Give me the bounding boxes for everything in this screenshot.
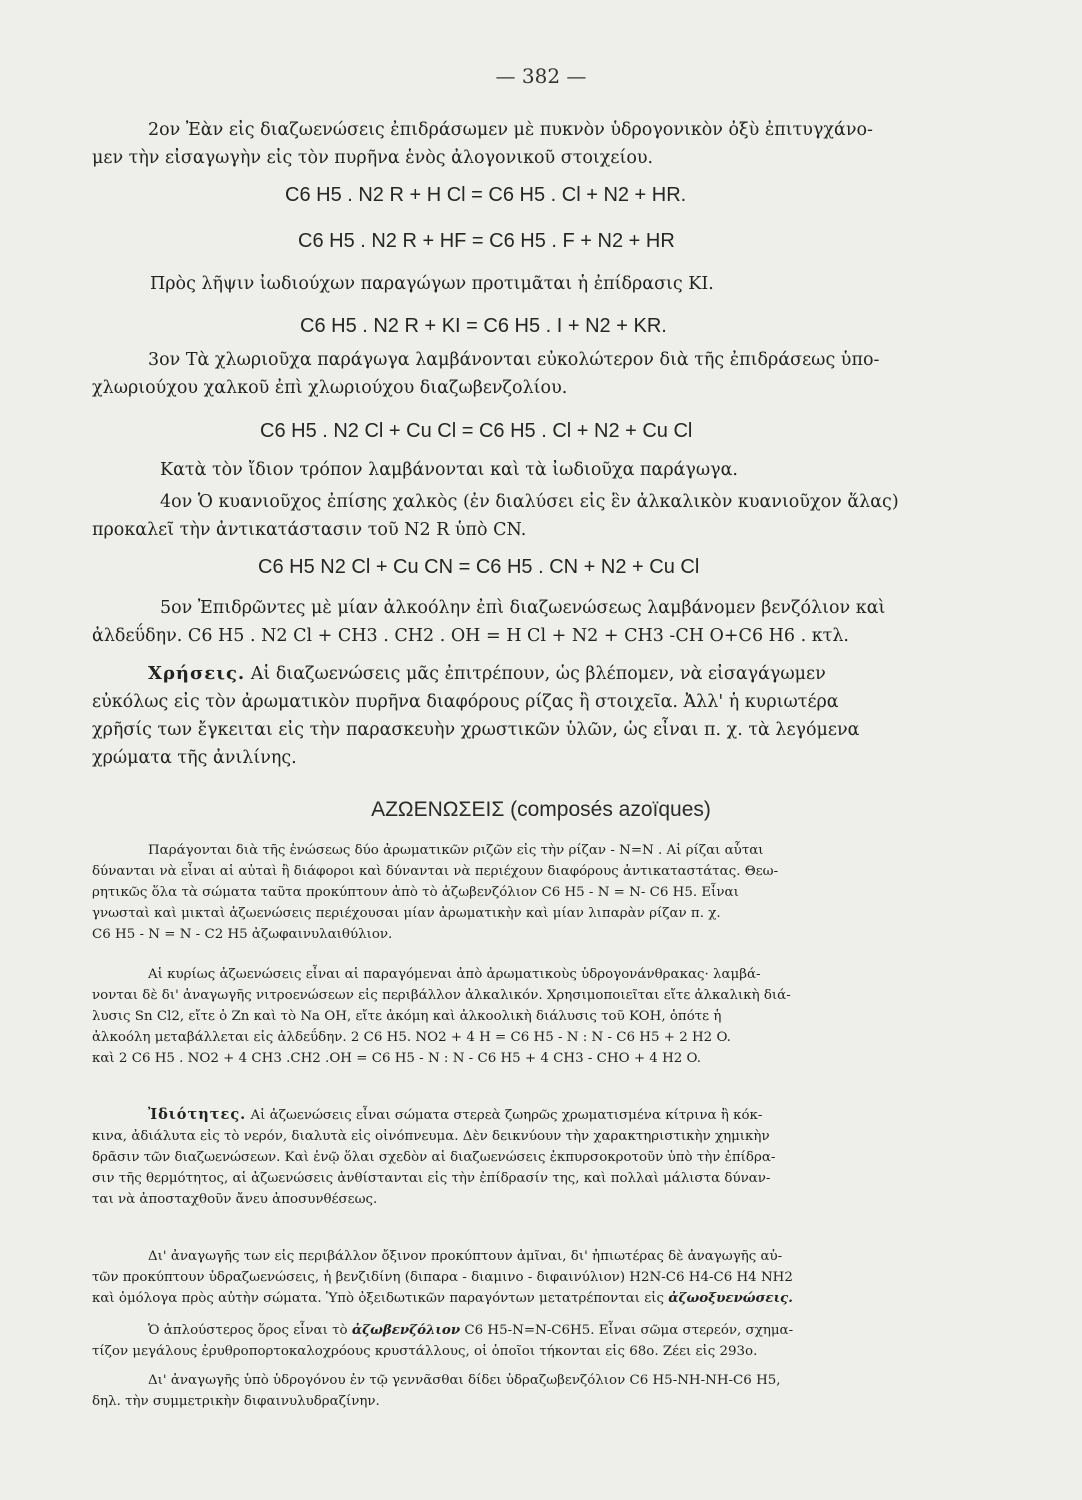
text-line: Δι' ἀναγωγῆς των εἰς περιβάλλον ὄξινον προκύπτουν ἀμῖναι, δι' ἠπιωτέρας δὲ ἀναγωγῆς αὐ- (148, 1249, 783, 1264)
kata-note (160, 456, 1000, 484)
text-line: καὶ 2 C6 H5 . NO2 + 4 CH3 .CH2 .OH = C6 H5 - N : N - C6 H5 + 4 CH3 - CHO + 4 H2 O. (92, 1051, 701, 1066)
text-line: σιν τῆς θερμότητος, αἱ ἀζωενώσεις ἀνθίστανται εἰς τὴν ἐπίδρασίν της, καὶ πολλαὶ μάλιστα δύναν- (92, 1171, 771, 1186)
text-line: Δι' ἀναγωγῆς ὑπὸ ὑδρογόνου ἐν τῷ γεννᾶσθαι δίδει ὑδραζωβενζόλιον C6 H5-NH-NH-C6 H5, (148, 1373, 781, 1388)
text-line (92, 1104, 1002, 1126)
properties-text: Αἱ ἀζωενώσεις εἶναι σώματα στερεὰ ζωηρῶς χρωματισμένα κίτρινα ἢ κόκ- (250, 1108, 763, 1123)
text-line: λυσις Sn Cl2, εἴτε ὁ Zn καὶ τὸ Na OH, εἴτε ἀκόμη καὶ ἀλκοολικὴ διάλυσις τοῦ KOH, ὁπότε ἡ (92, 1009, 722, 1024)
azobenzene-paragraph (92, 1320, 1002, 1362)
text-line (92, 1320, 1002, 1341)
term-azoxy: ἀζωοξυενώσεις. (668, 1290, 793, 1306)
text-line: 4ον Ὁ κυανιοῦχος ἐπίσης χαλκὸς (ἐν διαλύσει εἰς ἓν ἀλκαλικὸν κυανιοῦχον ἅλας) (160, 492, 899, 512)
text-line: χρώματα τῆς ἀνιλίνης. (92, 748, 297, 768)
equation-4: C6 H5 . N2 Cl + Cu Cl = C6 H5 . Cl + N2 + Cu Cl (260, 420, 693, 442)
azo-intro (92, 840, 1002, 945)
text-line: χλωριούχου χαλκοῦ ἐπὶ χλωριούχου διαζωβενζολίου. (92, 378, 568, 398)
paragraph-3 (92, 346, 1002, 402)
text-line: κινα, ἀδιάλυτα εἰς τὸ νερόν, διαλυτὰ εἰς οἰνόπνευμα. Δὲν δεικνύουν τὴν χαρακτηριστικὴν χημικὴν (92, 1129, 770, 1144)
text-line: ἀλκοόλη μεταβάλλεται εἰς ἀλδεΰδην. 2 C6 H5. NO2 + 4 H = C6 H5 - N : N - C6 H5 + 2 H2 O. (92, 1030, 731, 1045)
text-segment: Ὁ ἁπλούστερος ὅρος εἶναι τὸ (148, 1323, 348, 1338)
text-line: 5ον Ἐπιδρῶντες μὲ μίαν ἀλκοόλην ἐπὶ διαζωενώσεως λαμβάνομεν βενζόλιον καὶ (160, 598, 886, 618)
text-line: δύνανται νὰ εἶναι αἱ αὐταὶ ἢ διάφοροι καὶ δύνανται νὰ περιέχουν διαφόρους ἀντικαταστάτας. Θεω- (92, 864, 779, 879)
equation-3: C6 H5 . N2 R + KI = C6 H5 . I + N2 + KR. (300, 315, 667, 337)
text-line: ται νὰ ἀποσταχθοῦν ἄνευ ἀποσυνθέσεως. (92, 1192, 378, 1207)
text-line: χρῆσίς των ἔγκειται εἰς τὴν παρασκευὴν χρωστικῶν ὑλῶν, ὡς εἶναι π. χ. τὰ λεγόμενα (92, 720, 860, 740)
properties-label: Ἰδιότητες. (148, 1106, 247, 1123)
paragraph-2 (92, 116, 1002, 172)
text-line: ἀλδεΰδην. C6 H5 . N2 Cl + CH3 . CH2 . OH = H Cl + N2 + CH3 -CH O+C6 H6 . κτλ. (92, 626, 849, 646)
text-segment: καὶ ὁμόλογα πρὸς αὐτὴν σώματα. Ὑπὸ ὀξειδωτικῶν παραγόντων μετατρέπονται εἰς (92, 1291, 664, 1306)
azo-preparation (92, 964, 1002, 1069)
text-line: εὐκόλως εἰς τὸν ἀρωματικὸν πυρῆνα διαφόρους ρίζας ἢ στοιχεῖα. Ἀλλ' ἡ κυριωτέρα (92, 692, 839, 712)
text-line: 2ον Ἐὰν εἰς διαζωενώσεις ἐπιδράσωμεν μὲ πυκνὸν ὑδρογονικὸν ὀξὺ ἐπιτυγχάνο- (148, 120, 873, 140)
text-line (92, 1288, 1002, 1309)
text-line: Πρὸς λῆψιν ἰωδιούχων παραγώγων προτιμᾶται ἡ ἐπίδρασις KI. (150, 274, 714, 294)
text-segment: C6 H5-N=N-C6H5. Εἶναι σῶμα στερεόν, σχημα- (464, 1323, 794, 1338)
text-line: Παράγονται διὰ τῆς ἑνώσεως δύο ἀρωματικῶν ριζῶν εἰς τὴν ρίζαν - N=N . Αἱ ρίζαι αὗται (148, 843, 764, 858)
equation-1: C6 H5 . N2 R + H Cl = C6 H5 . Cl + N2 + HR. (285, 184, 687, 206)
text-line: δρᾶσιν τῶν διαζωενώσεων. Καὶ ἐνῷ ὅλαι σχεδὸν αἱ διαζωενώσεις ἐκπυρσοκροτοῦν ὑπὸ τὴν ἐπίδρα- (92, 1150, 776, 1165)
term-azobenzene: ἀζωβενζόλιον (351, 1322, 461, 1338)
text-line: μεν τὴν εἰσαγωγὴν εἰς τὸν πυρῆνα ἑνὸς ἀλογονικοῦ στοιχείου. (92, 148, 654, 168)
azo-reduction (92, 1246, 1002, 1309)
text-line: Αἱ κυρίως ἀζωενώσεις εἶναι αἱ παραγόμεναι ἀπὸ ἀρωματικοὺς ὑδρογονάνθρακας· λαμβά- (148, 967, 761, 982)
equation-5: C6 H5 N2 Cl + Cu CN = C6 H5 . CN + N2 + Cu Cl (258, 556, 700, 578)
section-heading: ΑΖΩΕΝΩΣΕΙΣ (composés azoïques) (371, 798, 711, 821)
text-line: C6 H5 - N = N - C2 H5 ἀζωφαινυλαιθύλιον. (92, 927, 393, 942)
text-line: Κατὰ τὸν ἴδιον τρόπον λαμβάνονται καὶ τὰ ἰωδιοῦχα παράγωγα. (160, 460, 738, 480)
paragraph-4 (92, 488, 1002, 544)
text-line: τίζον μεγάλους ἐρυθροπορτοκαλοχρόους κρυστάλλους, οἱ ὁποῖοι τήκονται εἰς 68ο. Ζέει εἰς 293ο. (92, 1344, 758, 1359)
text-line: ρητικῶς ὅλα τὰ σώματα ταῦτα προκύπτουν ἀπὸ τὸ ἀζωβενζόλιον C6 H5 - N = N- C6 H5. Εἶναι (92, 885, 739, 900)
equation-2: C6 H5 . N2 R + HF = C6 H5 . F + N2 + HR (298, 230, 675, 252)
text-line: δηλ. τὴν συμμετρικὴν διφαινυλυδραζίνην. (92, 1394, 380, 1409)
uses-label: Χρήσεις. (148, 663, 246, 684)
text-line: γνωσταὶ καὶ μικταὶ ἀζωενώσεις περιέχουσαι μίαν ἀρωματικὴν καὶ μίαν λιπαρὰν ρίζαν π. χ. (92, 906, 721, 921)
text-line (92, 660, 1002, 688)
uses-paragraph (92, 660, 1002, 772)
azo-properties (92, 1104, 1002, 1210)
iodide-note (150, 270, 1000, 298)
text-line: τῶν προκύπτουν ὑδραζωενώσεις, ἡ βενζιδίνη (διπαρα - διαμινο - διφαινύλιον) H2N-C6 H4-C6 H4 NH2 (92, 1270, 793, 1285)
uses-text: Αἱ διαζωενώσεις μᾶς ἐπιτρέπουν, ὡς βλέπομεν, νὰ εἰσαγάγωμεν (250, 664, 826, 684)
page-number: — 382 — (495, 64, 587, 88)
hydrazo-paragraph (92, 1370, 1002, 1412)
text-line: 3ον Τὰ χλωριοῦχα παράγωγα λαμβάνονται εὐκολώτερον διὰ τῆς ἐπιδράσεως ὑπο- (148, 350, 880, 370)
text-line: προκαλεῖ τὴν ἀντικατάστασιν τοῦ N2 R ὑπὸ CN. (92, 520, 527, 540)
paragraph-5 (92, 594, 1002, 650)
text-line: νονται δὲ δι' ἀναγωγῆς νιτροενώσεων εἰς περιβάλλον ἀλκαλικόν. Χρησιμοποιεῖται εἴτε ἀλκαλικὴ διά- (92, 988, 791, 1003)
